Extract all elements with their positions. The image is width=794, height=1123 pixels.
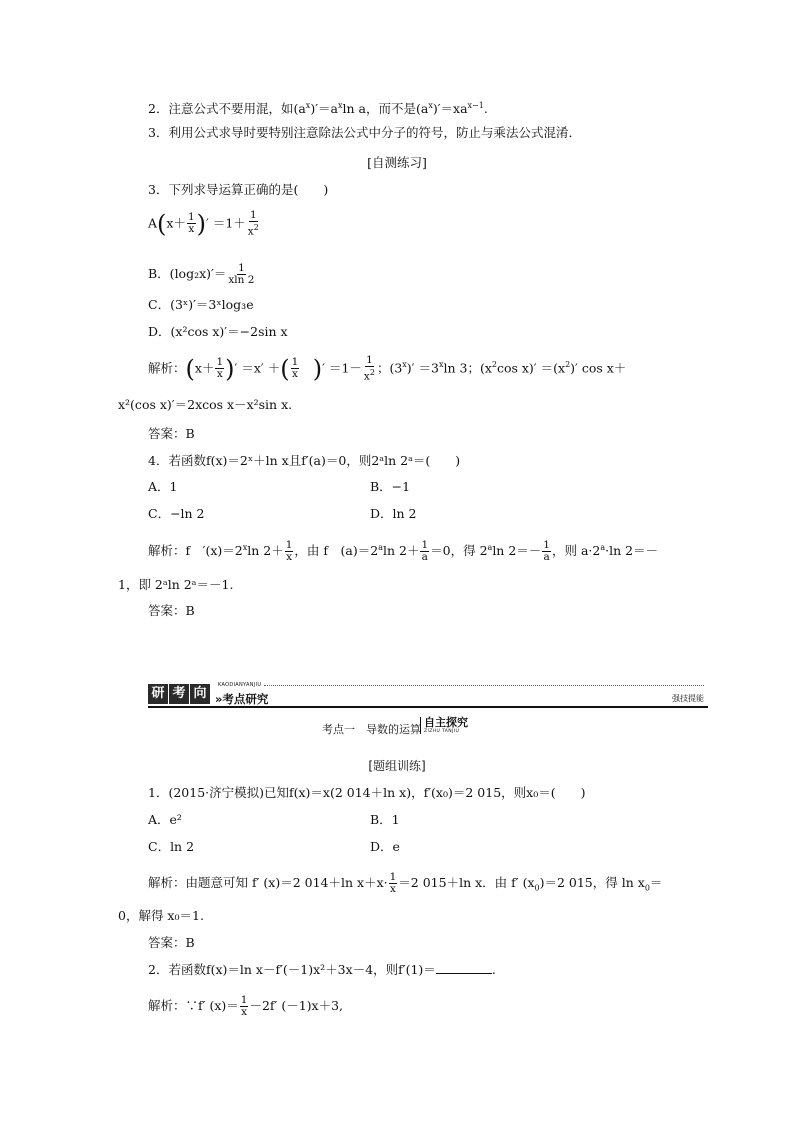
q4-option-b: B．−1 (370, 479, 411, 494)
q3-option-b: B．(log₂x)′＝ $\frac{1}{xln 2}$ (148, 262, 255, 286)
banner-pinyin: KAODIANYANJIU (218, 682, 262, 688)
p1-option-b: B．1 (370, 812, 400, 827)
note-3: 3．利用公式求导时要特别注意除法公式中分子的符号，防止与乘法公式混淆． (148, 125, 581, 140)
p1-option-d: D．e (370, 839, 400, 854)
q4-option-c: C．−ln 2 (148, 506, 205, 521)
banner-char-2: 考 (169, 684, 189, 704)
p1-option-a: A．e² (148, 812, 182, 827)
badge-pinyin: ZIZHU TANJIU (424, 729, 460, 734)
banner-subtitle: 强技提能 (672, 694, 704, 703)
self-test-heading: [自测练习] (367, 155, 427, 170)
p1-stem: 1．(2015·济宁模拟)已知f(x)＝x(2 014＋ln x)，f′(x₀)＝2 015，则x₀＝( ) (148, 785, 586, 800)
q3-option-a: A(x＋ $\frac{1}{x}$ )′ ＝1＋ $\frac{1}{x^2}$ (148, 209, 259, 238)
q3-analysis-line-2: x²(cos x)′＝2xcos x－x²sin x. (118, 397, 293, 412)
banner-char-3: 向 (190, 684, 210, 704)
banner-title: »考点研究 (215, 692, 269, 706)
topic-badge (420, 717, 468, 734)
q3-answer: 答案：B (148, 426, 195, 441)
banner-rule (148, 706, 708, 708)
q3-option-d: D．(x²cos x)′＝−2sin x (148, 324, 288, 339)
q3-analysis-line-1: 解析：(x＋ $\frac{1}{x}$ )′ ＝x′ ＋( $\frac{1}{x}$ )′ ＝1－ $\frac{1}{x^2}$ ；$(3^x)' =3^x\ln$ 3；($x^2\cos$ $x)' =(x^2)'$ cos x＋ (148, 354, 627, 383)
p1-analysis-line-2: 0，解得 x₀＝1. (118, 908, 204, 923)
banner-char-1: 研 (148, 684, 168, 704)
p2-analysis: 解析：∵f′ (x)＝ $\frac{1}{x}$ －2f′ (－1)x＋3, (148, 994, 344, 1018)
q4-stem: 4．若函数f(x)＝2ˣ＋ln x且f′(a)＝0，则2ᵃln 2ᵃ＝( ) (148, 453, 461, 468)
topic-title: 考点一 导数的运算 (322, 723, 421, 736)
q3-option-c: C．(3ˣ)′＝3ˣlog₃e (148, 297, 254, 312)
banner-boxes (148, 684, 211, 704)
badge-label: 自主探究 (424, 716, 468, 729)
group-heading: [题组训练] (368, 759, 426, 773)
section-banner (148, 682, 708, 708)
q4-answer: 答案：B (148, 603, 195, 618)
q4-option-a: A．1 (148, 479, 178, 494)
banner-dotted-line (264, 685, 704, 686)
p2-stem: 2．若函数f(x)＝ln x－f′(－1)x²＋3x－4，则f′(1)＝ . (148, 962, 496, 977)
q4-option-d: D．ln 2 (370, 506, 417, 521)
q4-analysis-line-2: 1，即 2ᵃln 2ᵃ＝－1. (118, 577, 234, 592)
note-2: 2．注意公式不要用混，如$(a^x)'=a^x\ln$ a，而不是$(a^x)'=xa^{x-1}$. (148, 101, 488, 117)
answer-blank[interactable] (436, 962, 492, 974)
p1-option-c: C．ln 2 (148, 839, 195, 854)
p1-answer: 答案：B (148, 935, 195, 950)
q4-analysis-line-1: 解析：f $'(x)=2^x\ln$ 2＋ $\frac{1}{x}$ ，由 f $(a)=2^a\ln$ 2＋ $\frac{1}{a}$ ＝0，得 2$^a$ln 2＝－ $\frac{1}{a}$ ，则 $a\cdot 2^a\cdot\ln$ 2＝－ (148, 539, 659, 564)
p1-analysis-line-1: 解析：由题意可知 f′ (x)＝2 014＋ln x＋x· $\frac{1}{x}$ ＝2 015＋ln x．由 f′ $(x_0)=2$ 015，得 $\ln x_0=$ (148, 871, 663, 895)
q3-stem: 3．下列求导运算正确的是( ) (148, 182, 329, 197)
